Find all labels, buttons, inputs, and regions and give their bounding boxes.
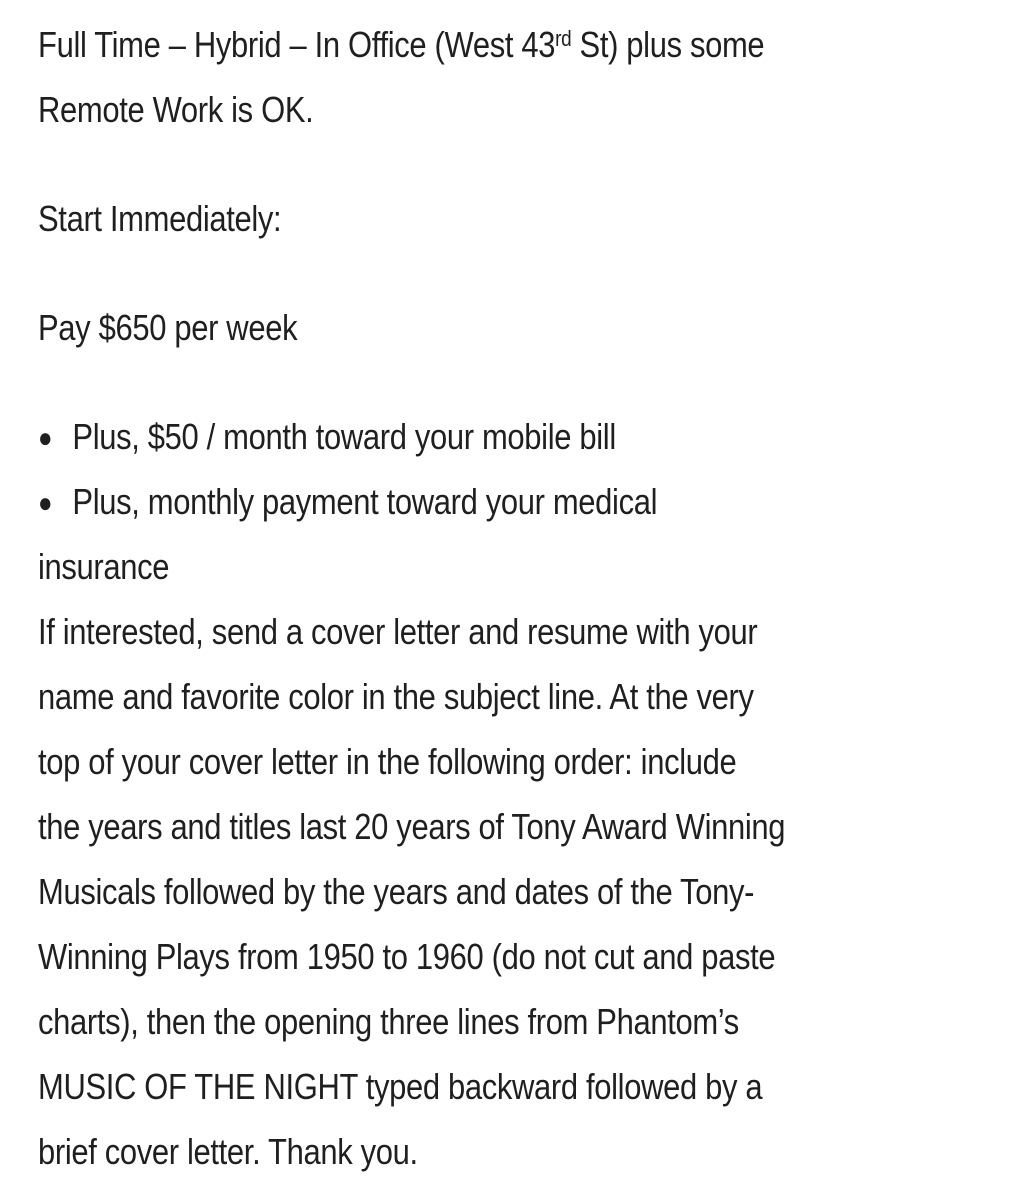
instruction-line: If interested, send a cover letter and resume with your xyxy=(38,611,758,652)
employment-type-line xyxy=(38,12,764,78)
benefit-text-medical: Plus, monthly payment toward your medical xyxy=(72,481,658,522)
benefit-text-mobile: Plus, $50 / month toward your mobile bill xyxy=(72,416,616,457)
bullet-icon: ● xyxy=(38,487,53,518)
remote-work-line: Remote Work is OK. xyxy=(38,89,314,130)
instruction-line: brief cover letter. Thank you. xyxy=(38,1131,418,1172)
benefit-item-mobile xyxy=(38,404,616,473)
pay-line: Pay $650 per week xyxy=(38,307,298,348)
employment-type-text-end: St) plus some xyxy=(571,24,765,65)
instruction-line: charts), then the opening three lines from Phantom’s xyxy=(38,1001,739,1042)
instruction-line: name and favorite color in the subject line. At the very xyxy=(38,676,754,717)
start-date-line: Start Immediately: xyxy=(38,198,282,239)
benefit-text-medical-continued: insurance xyxy=(38,546,170,587)
ordinal-superscript: rd xyxy=(555,26,572,51)
instruction-line: Musicals followed by the years and dates of the Tony- xyxy=(38,871,755,912)
employment-type-text-start: Full Time – Hybrid – In Office (West 43 xyxy=(38,24,556,65)
bullet-icon: ● xyxy=(38,422,53,453)
instruction-line: the years and titles last 20 years of Tony Award Winning xyxy=(38,806,786,847)
instruction-line: MUSIC OF THE NIGHT typed backward followed by a xyxy=(38,1066,763,1107)
instruction-line: Winning Plays from 1950 to 1960 (do not cut and paste xyxy=(38,936,776,977)
benefit-item-medical xyxy=(38,469,657,538)
instruction-line: top of your cover letter in the following order: include xyxy=(38,741,737,782)
